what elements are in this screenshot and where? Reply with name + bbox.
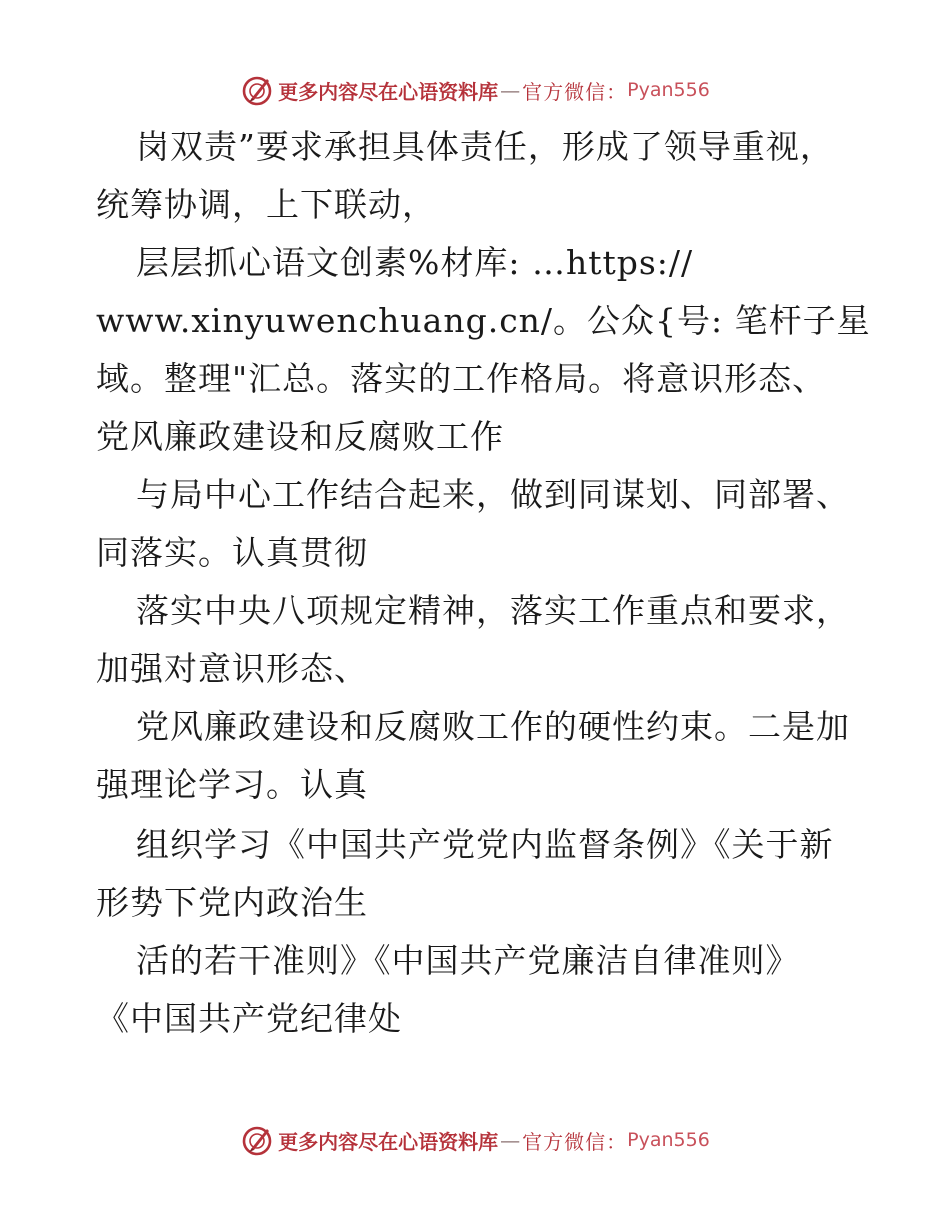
text-line: www.xinyuwenchuang.cn/。公众{号: 笔杆子星: [96, 301, 871, 340]
text-line: 加强对意识形态、: [96, 649, 368, 688]
wechat-label: 官方微信：: [522, 79, 628, 104]
text-line: 党风廉政建设和反腐败工作的硬性约束。二是加: [136, 707, 850, 746]
text-line: 同落实。认真贯彻: [96, 533, 368, 572]
wechat-handle: Pyan556: [627, 79, 710, 101]
text-line: 党风廉政建设和反腐败工作: [96, 417, 504, 456]
text-line: 层层抓心语文创素%材库: …https://: [136, 243, 694, 282]
text-line: 与局中心工作结合起来，做到同谋划、同部署、: [136, 475, 850, 514]
separator-dash: —: [500, 78, 521, 102]
text-line: 组织学习《中国共产党党内监督条例》《关于新: [136, 825, 834, 864]
separator-dash: —: [500, 1128, 521, 1152]
quill-logo-icon: [240, 73, 274, 107]
text-line: 落实中央八项规定精神，落实工作重点和要求，: [136, 591, 850, 630]
text-line: 《中国共产党纪律处: [96, 999, 402, 1038]
site-name: 更多内容尽在心语资料库: [278, 1129, 499, 1154]
text-line: 岗双责”要求承担具体责任，形成了领导重视，: [136, 127, 834, 166]
wechat-handle: Pyan556: [627, 1129, 710, 1151]
site-name: 更多内容尽在心语资料库: [278, 79, 499, 104]
wechat-label: 官方微信：: [522, 1129, 628, 1154]
text-line: 统筹协调，上下联动，: [96, 185, 436, 224]
text-line: 强理论学习。认真: [96, 765, 368, 804]
text-line: 形势下党内政治生: [96, 883, 368, 922]
text-line: 域。整理"汇总。落实的工作格局。将意识形态、: [96, 359, 827, 398]
text-line: 活的若干准则》《中国共产党廉洁自律准则》: [136, 941, 800, 980]
footer-banner: [0, 1120, 950, 1160]
quill-logo-icon: [240, 1123, 274, 1157]
header-banner: [0, 70, 950, 110]
